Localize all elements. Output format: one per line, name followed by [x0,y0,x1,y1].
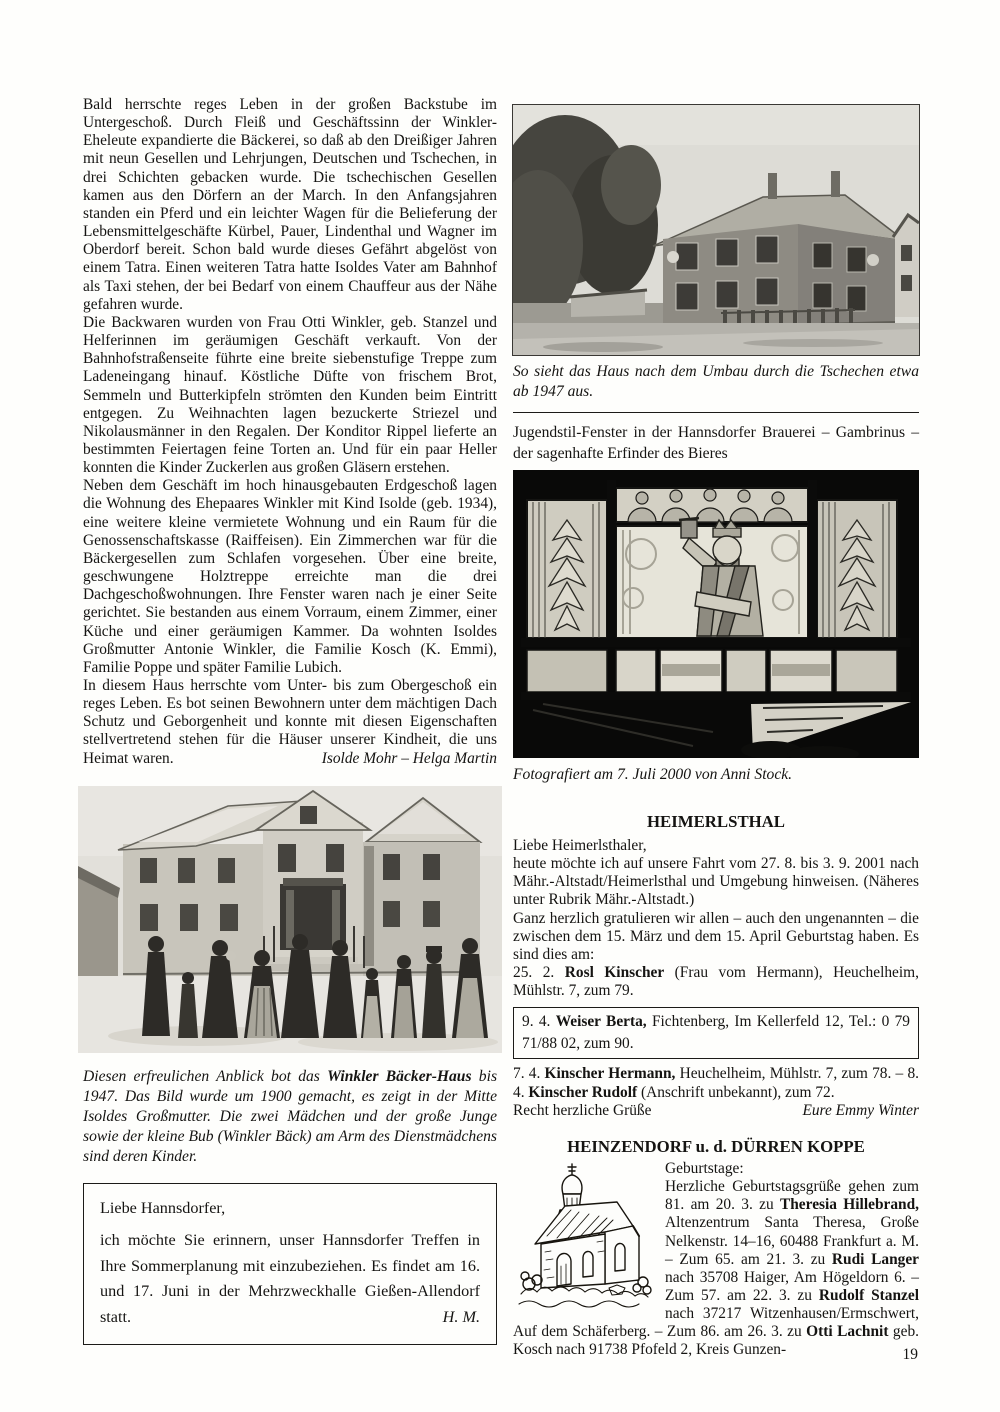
house-after-rebuild-photo [513,105,919,355]
heimerlsthal-congrats-paragraph: Ganz herzlich gratulieren wir allen – auch den ungenannten – die zwischen dem 15. März und dem 15. April Geburtstag haben. Es sind dies am: [513,909,919,963]
heimerlsthal-trip-paragraph: heute möchte ich auf unsere Fahrt vom 27. 8. bis 3. 9. 2001 nach Mähr.-Altstadt/Heimerlsthal und Umgebung hinweisen. (Näheres unter Rubrik Mähr.-Altstadt.) [513,855,919,909]
section-title-heimerlsthal: HEIMERLSTHAL [646,812,785,831]
notice-body-text: ich möchte Sie erinnern, unser Hannsdorfer Treffen in Ihre Sommerplanung mit einzubeziehen. Es findet am 16. und 17. Juni in der Mehrzweckhalle Gießen-Allendorf statt. [100,1231,480,1326]
stained-glass-caption: Fotografiert am 7. Juli 2000 von Anni Stock. [513,766,793,783]
winkler-baker-house-photo [78,786,497,1053]
right-column [513,105,919,1360]
closing-signature: Eure Emmy Winter [802,1101,919,1119]
house-photo-caption: So sieht das Haus nach dem Umbau durch die Tschechen etwa ab 1947 aus. [513,363,919,400]
paragraph-closing-text: In diesem Haus herrschte vom Unter- bis zum Obergeschoß ein reges Leben. Es bot seinen Bewohnern unter dem mächtigen Dach Schutz und Geborgenheit und konnte mit diesen Eigenschaften stellvertretend stehen für die Häuser unserer Kindheit, die uns Heimat waren. [83,677,497,767]
page-number: 19 [902,1346,918,1363]
hannsdorfer-notice-box [83,1183,497,1346]
heinzendorf-subtitle: Geburtstage: [665,1159,744,1177]
church-drawing [513,1162,655,1314]
stained-glass-heading: Jugendstil-Fenster in der Hannsdorfer Brauerei – Gambrinus – der sagenhafte Erfinder des Bieres [513,424,919,462]
paragraph-apartments: Neben dem Geschäft im hoch hinausgebauten Erdgeschoß lagen die Wohnung des Ehepaares Winkler mit Kind Isolde (geb. 1934), eine weitere kleine vermietete Wohnung und ein Raum für die Genossenschaftskasse (Raiffeisen). Ein Zimmerchen war für die Bäckergesellen zum Schlafen vorgesehen. Über eine breite, geschwungene Holztreppe erreichte man die drei Dachgeschoßwohnungen. Ihre Fenster waren nach je einer Seite gerichtet. Sie bestanden aus einem Vorraum, einem Zimmer, einer Küche und einer geräumigen Kammer. Da wohnten Isoldes Großmutter Antonie Winkler, die Familie Kosch (K. Emmi), Familie Poppe und später Familie Lubich. [83,477,497,676]
closing-greeting: Recht herzliche Grüße [513,1101,652,1119]
author-signature: Isolde Mohr – Helga Martin [321,749,497,767]
notice-salutation: Liebe Hannsdorfer, [100,1198,226,1217]
paragraph-shop: Die Backwaren wurden von Frau Otti Winkler, geb. Stanzel und Helferinnen im geräumigen Geschäft verkauft. Von der Bahnhofstraßenseite führte eine breite siebenstufige Treppe zum Ladeneingang hinauf. Köstliche Düfte von frischem Brot, Semmeln und Butterkipfeln strömten den Kunden beim Eintritt entgegen. Zu Weihnachten lagen bezuckerte Striezel und Nikolausmänner in den Regalen. Der Konditor Rippel lieferte an bestimmten Feiertagen feine Torten an. Und für ein paar Heller konnten die Kinder Zuckerlen aus großen Gläsern erstehen. [83,313,497,477]
stained-glass-photo [513,470,919,758]
notice-body [100,1228,480,1330]
heimerlsthal-salutation: Liebe Heimerlsthaler, [513,837,647,854]
left-column [83,96,497,1345]
separator-rule [513,412,919,413]
family-photo-caption: Diesen erfreulichen Anblick bot das Winkler Bäcker-Haus bis 1947. Das Bild wurde um 1900 gemacht, es zeigt in der Mitte Isoldes Großmutter. Die zwei Mädchen und der große Junge sowie der kleine Bub (Winkler Bäck) am Arm des Dienstmädchens sind deren Kinder. [83,1067,498,1165]
heimerlsthal-birthday-entry: 25. 2. Rosl Kinscher (Frau vom Hermann), Heuchelheim, Mühlstr. 7, zum 79. [513,964,919,1000]
notice-signature: H. M. [442,1307,480,1326]
more-birthday-entries: 7. 4. Kinscher Hermann, Heuchelheim, Mühlstr. 7, zum 78. – 8. 4. Kinscher Rudolf (Anschrift unbekannt), zum 72. [513,1065,919,1101]
heinzendorf-birthday-text: Herzliche Geburtstagsgrüße gehen zum 81. am 20. 3. zu Theresia Hillebrand, Altenzentrum Santa Theresa, Große Nelkenstr. 14–16, 60488 Frankfurt a. M. – Zum 65. am 21. 3. zu Rudi Langer nach 35708 Haiger, Am Högeldorn 6. – Zum 57. am 22. 3. zu Rudolf Stanzel nach 37217 Witzenhausen/Ermschwert, Auf dem Schäferberg. – Zum 86. am 26. 3. zu Otti Lachnit geb. Kosch nach 91738 Pfofeld 2, Kreis Gunzen- [513,1178,919,1359]
heinzendorf-section [513,1160,919,1360]
section-title-heinzendorf: HEINZENDORF u. d. DÜRREN KOPPE [567,1136,865,1156]
heimerlsthal-closing [513,1102,919,1120]
paragraph-closing [83,677,497,768]
paragraph-bakery-life: Bald herrschte reges Leben in der großen Backstube im Untergeschoß. Durch Fleiß und Geschäftssinn der Winkler-Eheleute expandierte die Bäckerei, so daß ab den Dreißiger Jahren mit neun Gesellen und Lehrjungen, Deutschen und Tschechen, in drei Schichten gebacken wurde. Die tschechischen Gesellen kamen aus den Dörfern an der March. In den Anfangsjahren standen ein Pferd und ein leichter Wagen für die Belieferung der Lebensmittelgeschäfte Kürbel, Pauer, Lindenthal und Wagner im Oberdorf bereit. Schon bald wurde dieses Gefährt abgelöst von einem Tatra. Einen weiteren Tatra hatte Isoldes Vater am Bahnhof als Taxi stehen, der bei Bedarf von einem Chauffeur aus der Nähe gefahren wurde. [83,96,497,313]
boxed-birthday-entry: 9. 4. Weiser Berta, Fichtenberg, Im Kellerfeld 12, Tel.: 0 79 71/88 02, zum 90. [513,1007,919,1059]
